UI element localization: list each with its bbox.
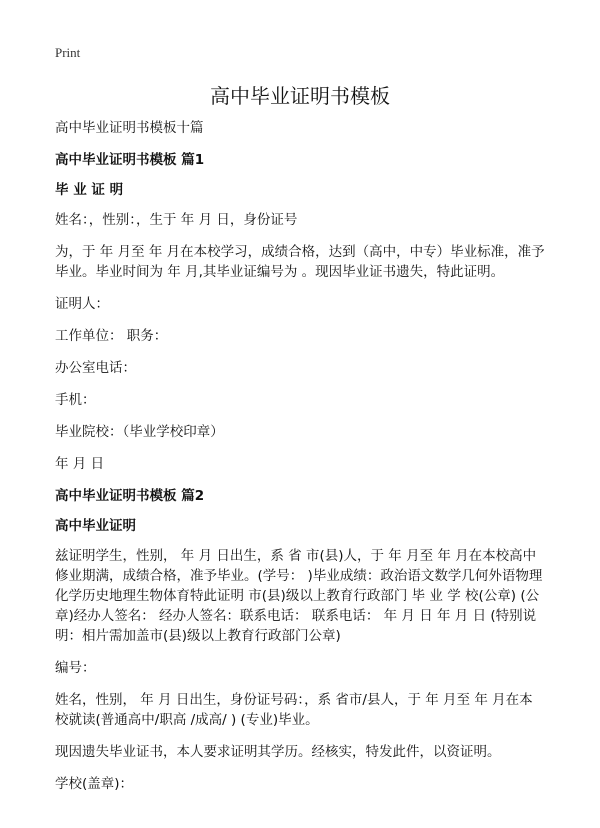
document-body xyxy=(55,118,545,804)
section1-school: 毕业院校：（毕业学校印章） xyxy=(55,424,224,440)
section2-number: 编号： xyxy=(55,660,96,676)
page-title: 高中毕业证明书模板 xyxy=(210,84,390,108)
section1-heading: 高中毕业证明书模板 篇1 xyxy=(55,152,205,168)
section1-date: 年 月 日 xyxy=(55,456,105,472)
section1-certifier: 证明人： xyxy=(55,296,109,312)
section1-line1: 姓名：，性别：，生于 年 月 日，身份证号 xyxy=(55,212,298,228)
section1-cert-title: 毕 业 证 明 xyxy=(55,182,124,198)
section2-seal: 学校(盖章)： xyxy=(55,776,134,792)
section1-workplace: 工作单位： 职务： xyxy=(55,328,168,344)
section2-para2: 姓名，性别， 年 月 日出生，身份证号码：，系 省市/县人，于 年 月至 年 月在本校就读(普通高中/职高 /成高/ ) (专业)毕业。 xyxy=(55,692,533,728)
section2-para3: 现因遗失毕业证书，本人要求证明其学历。经核实，特发此件，以资证明。 xyxy=(55,744,501,760)
section1-mobile: 手机： xyxy=(55,392,96,408)
section1-line2: 为，于 年 月至 年 月在本校学习，成绩合格，达到（高中，中专）毕业标准，准予毕业。毕业时间为 年 月,其毕业证编号为 。现因毕业证书遗失，特此证明。 xyxy=(55,244,545,280)
section2-para1: 兹证明学生，性别， 年 月 日出生，系 省 市(县)人，于 年 月至 年 月在本校高中修业期满，成绩合格，准予毕业。(学号： )毕业成绩：政治语文数学几何外语物理化学历史地理生物体育特此证明 市(县)级以上教育行政部门 毕 业 学 校(公章) (公章)经办人签名： 经办人签名：联系电话： 联系电话： 年 月 日 年 月 日 (特别说明：相片需加盖市(县)级以上教育行政部门公章) xyxy=(55,548,543,644)
section2-cert-title: 高中毕业证明 xyxy=(55,518,136,534)
section1-office-phone: 办公室电话： xyxy=(55,360,136,376)
section2-heading: 高中毕业证明书模板 篇2 xyxy=(55,488,205,504)
print-label: Print xyxy=(55,45,81,60)
document-subtitle: 高中毕业证明书模板十篇 xyxy=(55,120,204,136)
